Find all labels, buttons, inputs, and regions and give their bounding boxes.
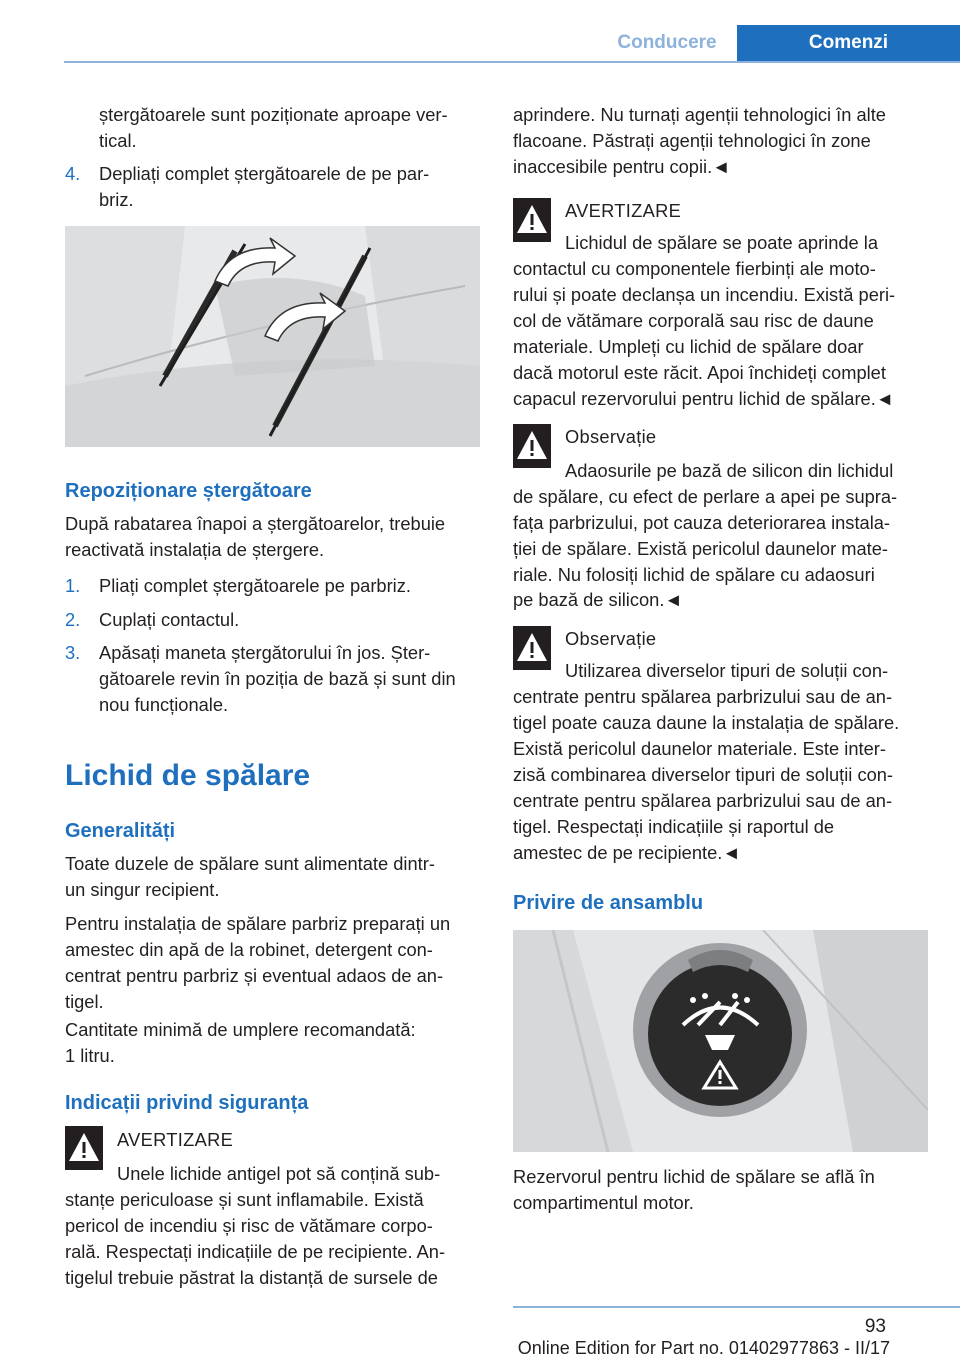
warning-triangle-icon [513, 424, 551, 468]
step3-number: 3. [65, 642, 81, 663]
note2-line1: Utilizarea diverselor tipuri de soluții con- [565, 660, 889, 681]
warning2-line4: col de vătămare corporală sau risc de daune [513, 310, 874, 331]
step3-line2: gătoarele revin în poziția de bază și sunt din [99, 668, 456, 689]
safety-heading: Indicații privind siguranța [65, 1092, 309, 1114]
note1-line1: Adaosurile pe bază de silicon din lichidul [565, 460, 894, 481]
step2-number: 2. [65, 609, 81, 630]
caption-line2: compartimentul motor. [513, 1192, 694, 1213]
step2-text: Cuplați contactul. [99, 609, 240, 630]
edition-footer: Online Edition for Part no. 01402977863 - II/17 [517, 1338, 890, 1358]
footer-rule [513, 1306, 960, 1308]
note2-title: Observație [565, 628, 657, 649]
warning2-line7: capacul rezervorului pentru lichid de spălare.◄ [513, 388, 894, 409]
note2-line5: zisă combinarea diverselor tipuri de soluții con- [513, 764, 894, 785]
mix-line4: tigel. [65, 991, 104, 1012]
warning-triangle-icon [513, 626, 551, 670]
qty-line1: Cantitate minimă de umplere recomandată: [65, 1019, 416, 1040]
repositioning-p1: După rabatarea înapoi a ștergătoarelor, trebuie [65, 513, 446, 534]
step3-line1: Apăsați maneta ștergătorului în jos. Șter- [99, 642, 431, 663]
repositioning-p2: reactivată instalația de ștergere. [65, 539, 325, 560]
warning-triangle-icon [513, 198, 551, 242]
note1-line2: de spălare, cu efect de perlare a apei pe supra- [513, 486, 898, 507]
overview-heading: Privire de ansamblu [513, 892, 704, 914]
step3-cont-line1: ștergătoarele sunt poziționate aproape ver- [99, 104, 448, 125]
warning2-line6: dacă motorul este răcit. Apoi închideți complet [513, 362, 886, 383]
note1-title: Observație [565, 426, 657, 447]
mix-line2: amestec din apă de la robinet, detergent con- [65, 939, 433, 960]
header-rule [64, 61, 960, 63]
warning-triangle-icon [65, 1126, 103, 1170]
section-title: Lichid de spălare [65, 759, 311, 792]
warning1-line3: pericol de incendiu și risc de vătămare corpo- [65, 1215, 433, 1236]
tab-comenzi[interactable]: Comenzi [737, 25, 960, 61]
warning1-cont-line2: flacoane. Păstrați agenții tehnologici în zone [513, 130, 871, 151]
mix-line3: centrat pentru parbriz și eventual adaos de an- [65, 965, 444, 986]
tab-conducere[interactable]: Conducere [617, 32, 717, 53]
step4-line1: Depliați complet ștergătoarele de pe par- [99, 163, 430, 184]
warning2-title: AVERTIZARE [565, 200, 682, 221]
warning1-line2: stanțe periculoase și sunt inflamabile. Există [65, 1189, 424, 1210]
page-number: 93 [864, 1316, 886, 1337]
note1-line4: ției de spălare. Există pericolul daunelor mate- [513, 538, 888, 559]
note2-line8: amestec de pe recipiente.◄ [513, 842, 741, 863]
step4-line2: briz. [99, 189, 134, 210]
note2-line6: centrate pentru spălarea parbrizului sau de an- [513, 790, 893, 811]
step1-text: Pliați complet ștergătoarele pe parbriz. [99, 575, 411, 596]
note1-line5: riale. Nu folosiți lichid de spălare cu adaosuri [513, 564, 875, 585]
step3-cont-line2: tical. [99, 130, 137, 151]
warning2-line5: materiale. Umpleți cu lichid de spălare doar [513, 336, 864, 357]
note2-line3: tigel poate cauza daune la instalația de spălare. [513, 712, 900, 733]
warning2-line2: contactul cu componentele fierbinți ale moto- [513, 258, 876, 279]
general-line2: un singur recipient. [65, 879, 220, 900]
mix-line1: Pentru instalația de spălare parbriz preparați un [65, 913, 451, 934]
note2-line4: Există pericolul daunelor materiale. Este inter- [513, 738, 886, 759]
wipers-illustration [65, 226, 480, 447]
note2-line7: tigel. Respectați indicațiile și raportul de [513, 816, 835, 837]
warning2-line1: Lichidul de spălare se poate aprinde la [565, 232, 879, 253]
qty-line2: 1 litru. [65, 1045, 115, 1066]
warning1-line4: rală. Respectați indicațiile de pe recipiente. An- [65, 1241, 446, 1262]
warning1-title: AVERTIZARE [117, 1129, 234, 1150]
step1-number: 1. [65, 575, 81, 596]
general-heading: Generalități [65, 820, 176, 842]
general-line1: Toate duzele de spălare sunt alimentate dintr- [65, 853, 435, 874]
note2-line2: centrate pentru spălarea parbrizului sau de an- [513, 686, 893, 707]
step3-line3: nou funcționale. [99, 694, 229, 715]
warning1-line1: Unele lichide antigel pot să conțină sub- [117, 1163, 441, 1184]
warning1-line5: tigelul trebuie păstrat la distanță de sursele de [65, 1267, 438, 1288]
washer-reservoir-illustration [513, 930, 928, 1152]
repositioning-heading: Repoziționare ștergătoare [65, 480, 312, 502]
note1-line3: fața parbrizului, pot cauza deteriorarea instala- [513, 512, 891, 533]
caption-line1: Rezervorul pentru lichid de spălare se află în [513, 1166, 875, 1187]
note1-line6: pe bază de silicon.◄ [513, 589, 683, 610]
warning2-line3: rului și poate declanșa un incendiu. Există peri- [513, 284, 896, 305]
warning1-cont-line1: aprindere. Nu turnați agenții tehnologici în alte [513, 104, 886, 125]
step4-number: 4. [65, 163, 81, 184]
warning1-cont-line3: inaccesibile pentru copii.◄ [513, 156, 731, 177]
